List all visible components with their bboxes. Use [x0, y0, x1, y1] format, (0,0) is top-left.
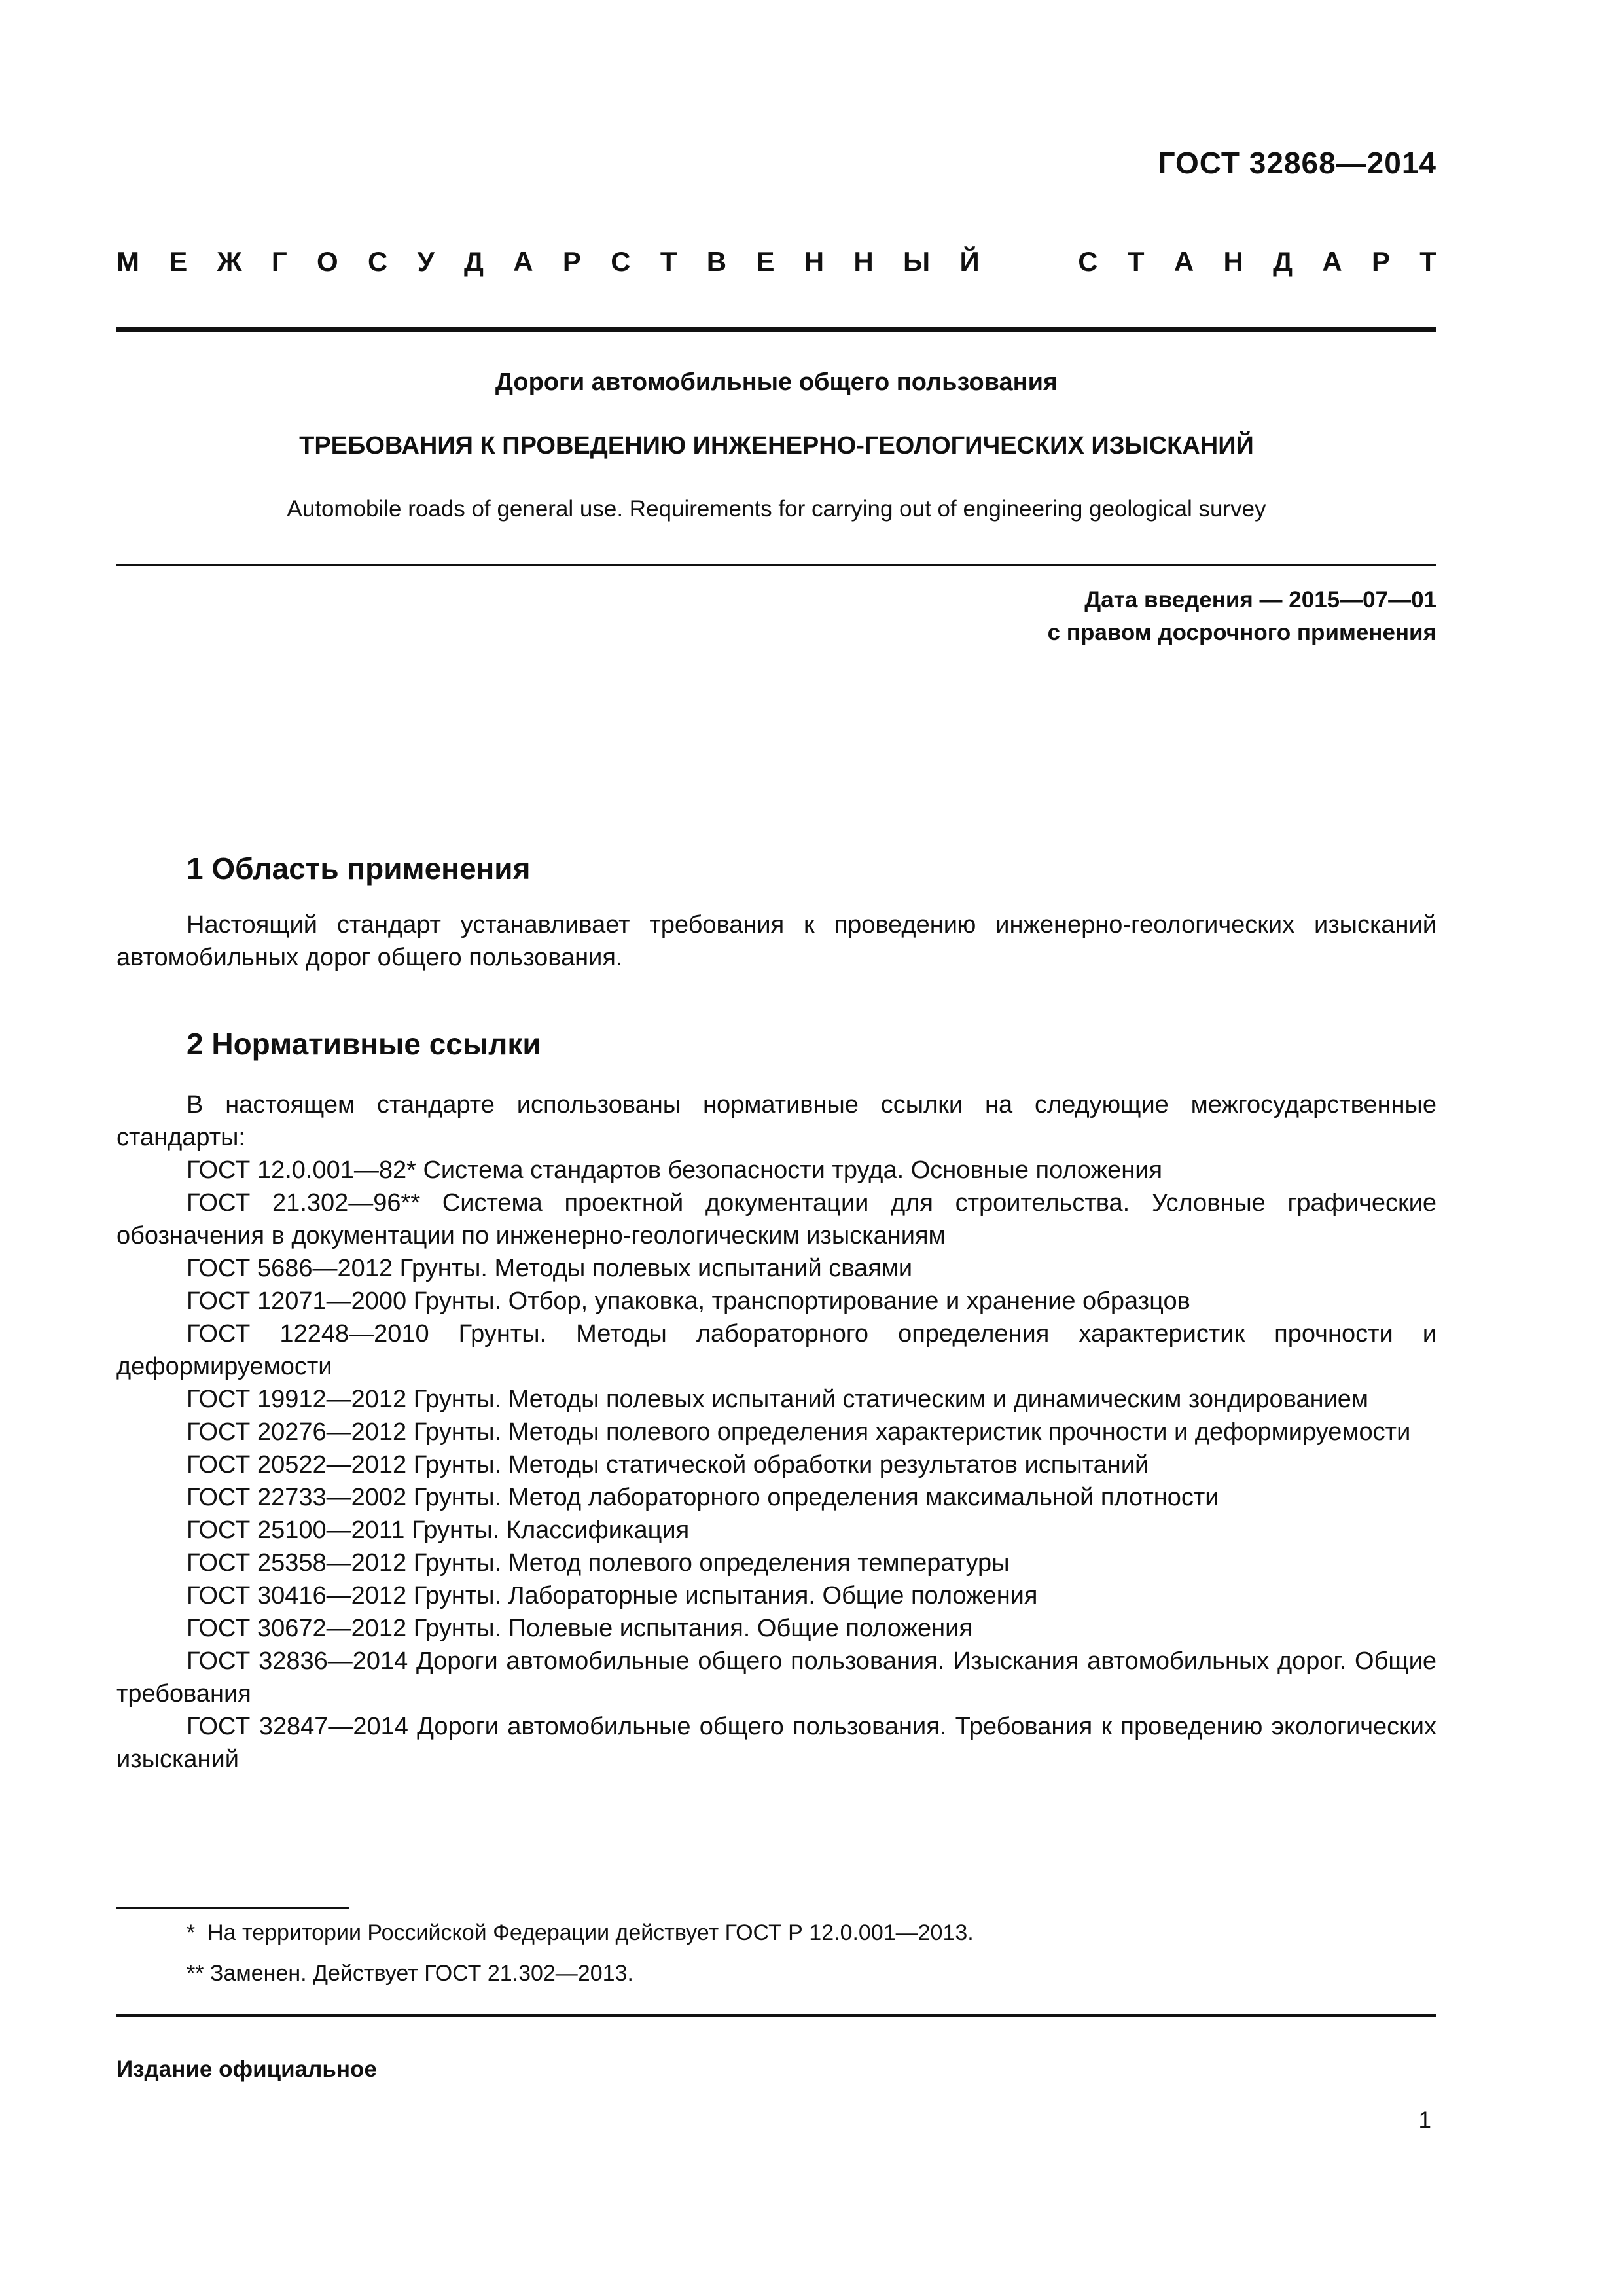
- letter: С: [1078, 246, 1098, 277]
- introduction-date: [1048, 584, 1436, 649]
- letter: Д: [464, 246, 484, 277]
- header-rule: [116, 327, 1436, 332]
- letter: М: [116, 246, 139, 277]
- letter: В: [706, 246, 727, 277]
- letter: А: [1322, 246, 1342, 277]
- letter: Е: [169, 246, 188, 277]
- reference-item: ГОСТ 12071—2000 Грунты. Отбор, упаковка, транспортирование и хранение образцов: [187, 1287, 1190, 1315]
- letter: Д: [1273, 246, 1293, 277]
- document-title: ТРЕБОВАНИЯ К ПРОВЕДЕНИЮ ИНЖЕНЕРНО-ГЕОЛОГИЧЕСКИХ ИЗЫСКАНИЙ: [299, 432, 1254, 459]
- paragraph: Настоящий стандарт устанавливает требования к проведению инженерно-геологических изысканий автомобильных дорог общего пользования.: [116, 911, 1436, 971]
- letter: Р: [1371, 246, 1390, 277]
- reference-item: ГОСТ 12.0.001—82* Система стандартов безопасности труда. Основные положения: [187, 1157, 1163, 1184]
- reference-item: ГОСТ 32836—2014 Дороги автомобильные общего пользования. Изыскания автомобильных дорог. Общие требования: [116, 1647, 1436, 1708]
- document-title-english: Automobile roads of general use. Requirements for carrying out of engineering geological survey: [287, 496, 1266, 522]
- letter: А: [513, 246, 533, 277]
- document-group-title: Дороги автомобильные общего пользования: [495, 368, 1058, 396]
- letter: Е: [756, 246, 775, 277]
- early-application-line: с правом досрочного применения: [1047, 620, 1436, 645]
- reference-item: ГОСТ 20276—2012 Грунты. Методы полевого определения характеристик прочности и деформируемости: [187, 1418, 1411, 1446]
- footnotes: [187, 1912, 974, 1994]
- letter: Г: [271, 246, 287, 277]
- reference-item: ГОСТ 20522—2012 Грунты. Методы статической обработки результатов испытаний: [187, 1451, 1149, 1479]
- word-gap: [1009, 246, 1048, 278]
- reference-item: ГОСТ 19912—2012 Грунты. Методы полевых испытаний статическим и динамическим зондированием: [187, 1386, 1369, 1413]
- reference-item: ГОСТ 25358—2012 Грунты. Метод полевого определения температуры: [187, 1549, 1010, 1577]
- letter: А: [1173, 246, 1194, 277]
- letter: Н: [853, 246, 874, 277]
- standard-type-heading: [116, 246, 1436, 278]
- section-2-text: [116, 1088, 1436, 1776]
- page-number: 1: [1418, 2108, 1431, 2133]
- letter: С: [367, 246, 388, 277]
- official-edition-label: Издание официальное: [116, 2056, 377, 2082]
- reference-item: ГОСТ 5686—2012 Грунты. Методы полевых испытаний сваями: [187, 1255, 913, 1282]
- footnote-rule: [116, 1907, 349, 1909]
- letter: Т: [1127, 246, 1145, 277]
- footer-rule: [116, 2014, 1436, 2017]
- reference-item: ГОСТ 32847—2014 Дороги автомобильные общего пользования. Требования к проведению экологических изысканий: [116, 1713, 1436, 1773]
- reference-item: ГОСТ 30672—2012 Грунты. Полевые испытания. Общие положения: [187, 1615, 972, 1642]
- letter: Т: [1419, 246, 1436, 277]
- reference-item: ГОСТ 21.302—96** Система проектной документации для строительства. Условные графические обозначения в документации по инженерно-геологическим изысканиям: [116, 1189, 1436, 1249]
- paragraph: В настоящем стандарте использованы нормативные ссылки на следующие межгосударственные стандарты:: [116, 1091, 1436, 1151]
- letter: Ы: [903, 246, 931, 277]
- section-2-heading: 2 Нормативные ссылки: [187, 1027, 541, 1061]
- letter: Ж: [217, 246, 242, 277]
- footnote-2: ** Заменен. Действует ГОСТ 21.302—2013.: [187, 1961, 633, 1986]
- letter: Н: [1223, 246, 1243, 277]
- standard-number: ГОСТ 32868—2014: [1158, 146, 1436, 180]
- introduction-date-line: Дата введения — 2015—07—01: [1084, 587, 1436, 613]
- letter: О: [316, 246, 338, 277]
- title-rule: [116, 564, 1436, 566]
- letter: Н: [804, 246, 825, 277]
- letter: У: [417, 246, 435, 277]
- reference-item: ГОСТ 22733—2002 Грунты. Метод лабораторного определения максимальной плотности: [187, 1484, 1219, 1511]
- letter: Р: [562, 246, 581, 277]
- reference-item: ГОСТ 30416—2012 Грунты. Лабораторные испытания. Общие положения: [187, 1582, 1038, 1609]
- reference-item: ГОСТ 25100—2011 Грунты. Классификация: [187, 1516, 690, 1544]
- footnote-1: * На территории Российской Федерации действует ГОСТ Р 12.0.001—2013.: [187, 1920, 974, 1945]
- letter: Т: [660, 246, 677, 277]
- letter: Й: [959, 246, 980, 277]
- section-1-heading: 1 Область применения: [187, 852, 531, 886]
- letter: С: [611, 246, 631, 277]
- reference-item: ГОСТ 12248—2010 Грунты. Методы лабораторного определения характеристик прочности и деформируемости: [116, 1320, 1436, 1380]
- section-1-text: [116, 908, 1436, 974]
